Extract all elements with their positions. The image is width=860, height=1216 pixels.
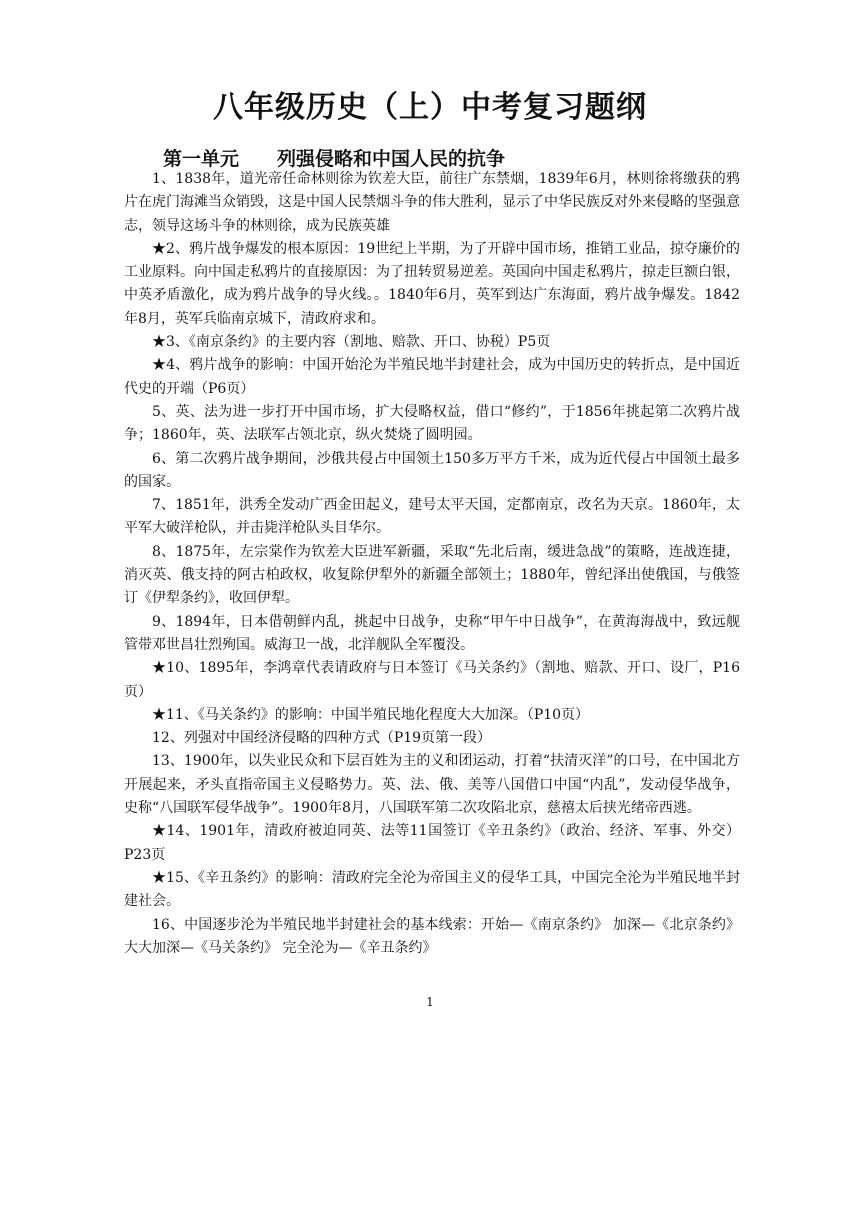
paragraph-16: 16、中国逐步沦为半殖民地半封建社会的基本线索：开始—《南京条约》 加深—《北京条约》大大加深—《马关条约》 完全沦为—《辛丑条约》 <box>124 916 740 956</box>
paragraph-2: ★2、鸦片战争爆发的根本原因：19世纪上半期，为了开辟中国市场，推销工业品，掠夺廉价的工业原料。向中国走私鸦片的直接原因：为了扭转贸易逆差。英国向中国走私鸦片，掠走巨额白银，中英矛盾激化，成为鸦片战争的导火线。。1840年6月，英军到达广东海面，鸦片战争爆发。1842年8月，英军兵临南京城下，清政府求和。 <box>124 240 740 327</box>
paragraph-13: 13、1900年，以失业民众和下层百姓为主的义和团运动，打着“扶清灭洋”的口号，在中国北方开展起来，矛头直指帝国主义侵略势力。英、法、俄、美等八国借口中国“内乱”，发动侵华战争，史称“八国联军侵华战争”。1900年8月，八国联军第二次攻陷北京，慈禧太后挟光绪帝西逃。 <box>124 753 740 817</box>
paragraph-9: 9、1894年，日本借朝鲜内乱，挑起中日战争，史称“甲午中日战争”，在黄海海战中，致远舰管带邓世昌壮烈殉国。威海卫一战，北洋舰队全军覆没。 <box>124 613 740 653</box>
document-title: 八年级历史（上）中考复习题纲 <box>213 90 647 125</box>
paragraph-10: ★10、1895年，李鸿章代表请政府与日本签订《马关条约》（割地、赔款、开口、设厂，P16页） <box>124 660 740 700</box>
paragraph-4: ★4、鸦片战争的影响：中国开始沦为半殖民地半封建社会，成为中国历史的转折点，是中国近代史的开端（P6页） <box>124 357 740 397</box>
paragraph-3: ★3、《南京条约》的主要内容（割地、赔款、开口、协税）P5页 <box>152 334 551 351</box>
paragraph-14: ★14、1901年，清政府被迫同英、法等11国签订《辛丑条约》（政治、经济、军事、外交）P23页 <box>124 823 740 863</box>
paragraph-12: 12、列强对中国经济侵略的四种方式（P19页第一段） <box>152 730 492 747</box>
paragraph-11: ★11、《马关条约》的影响：中国半殖民地化程度大大加深。（P10页） <box>152 706 590 723</box>
paragraph-1: 1、1838年，道光帝任命林则徐为钦差大臣，前往广东禁烟，1839年6月，林则徐将缴获的鸦片在虎门海滩当众销毁，这是中国人民禁烟斗争的伟大胜利，显示了中华民族反对外来侵略的坚强意志，领导这场斗争的林则徐，成为民族英雄 <box>124 171 740 234</box>
unit-heading: 第一单元 列强侵略和中国人民的抗争 <box>163 148 506 170</box>
paragraph-8: 8、1875年，左宗棠作为钦差大臣进军新疆，采取“先北后南，缓进急战”的策略，连战连捷，消灭英、俄支持的阿古柏政权，收复除伊犁外的新疆全部领土；1880年，曾纪泽出使俄国，与俄签订《伊犁条约》，收回伊犁。 <box>124 543 740 607</box>
paragraph-7: 7、1851年，洪秀全发动广西金田起义，建号太平天国，定都南京，改名为天京。1860年，太平军大破洋枪队，并击毙洋枪队头目华尔。 <box>124 497 740 537</box>
paragraph-5: 5、英、法为进一步打开中国市场，扩大侵略权益，借口“修约”，于1856年挑起第二次鸦片战争；1860年，英、法联军占领北京，纵火焚烧了圆明园。 <box>124 403 740 444</box>
document-body <box>124 168 740 960</box>
paragraph-15: ★15、《辛丑条约》的影响：清政府完全沦为帝国主义的侵华工具，中国完全沦为半殖民地半封建社会。 <box>124 869 740 910</box>
page-number: 1 <box>426 995 434 1009</box>
paragraph-6: 6、第二次鸦片战争期间，沙俄共侵占中国领土150多万平方千米，成为近代侵占中国领土最多的国家。 <box>124 450 740 490</box>
